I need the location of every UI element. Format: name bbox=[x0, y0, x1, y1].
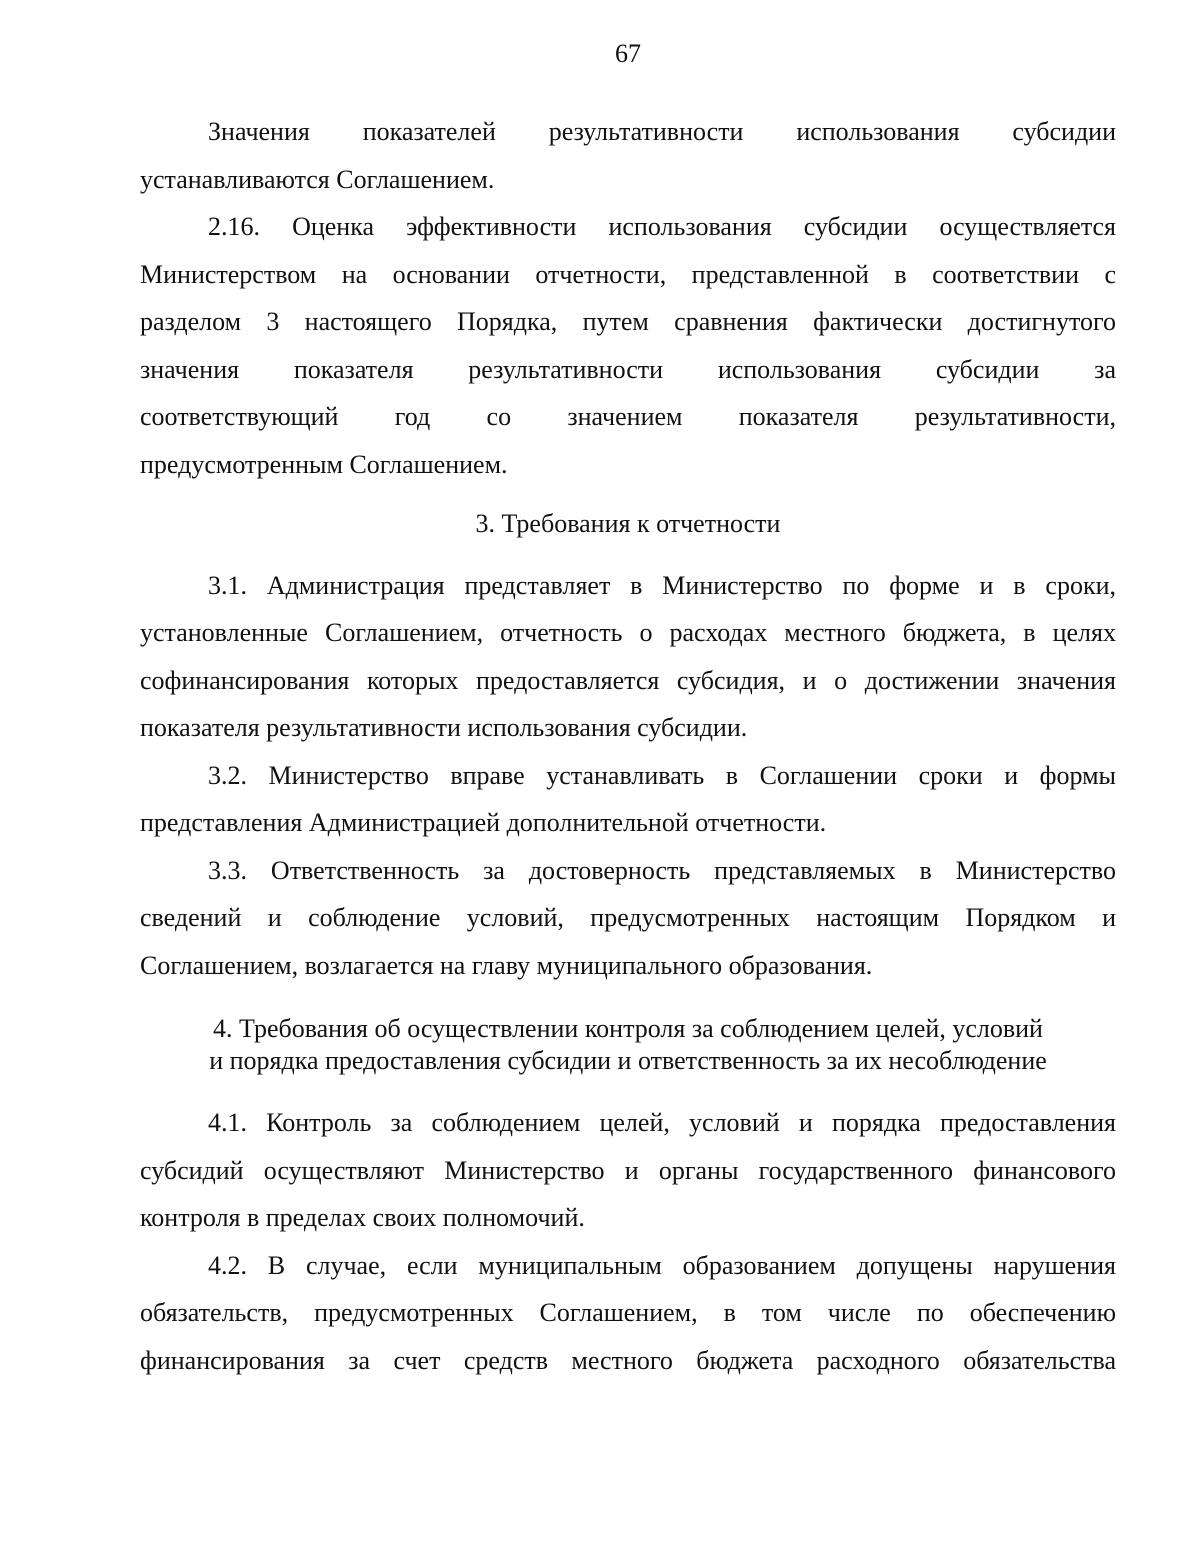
text-line: 2.16. Оценка эффективности использования субсидии осуществляется bbox=[208, 212, 1116, 241]
text-line: значения показателя результативности использования субсидии за bbox=[140, 354, 1116, 384]
text-line: показателя результативности использования субсидии. bbox=[140, 713, 748, 742]
text-line: сведений и соблюдение условий, предусмотренных настоящим Порядком и bbox=[140, 903, 1116, 932]
paragraph-4-2 bbox=[140, 1242, 1116, 1385]
text-line: финансирования за счет средств местного бюджета расходного обязательства bbox=[140, 1345, 1116, 1375]
section-3-heading: 3. Требования к отчетности bbox=[475, 509, 781, 538]
paragraph-3-3 bbox=[140, 847, 1116, 990]
paragraph-3-1 bbox=[140, 562, 1116, 752]
text-line: разделом 3 настоящего Порядка, путем сравнения фактически достигнутого bbox=[140, 307, 1116, 336]
text-line: представления Администрацией дополнительной отчетности. bbox=[140, 808, 827, 837]
document-body bbox=[140, 108, 1116, 1384]
section-4-heading-line: и порядка предоставления субсидии и ответственность за их несоблюдение bbox=[209, 1046, 1047, 1075]
paragraph-3-2 bbox=[140, 752, 1116, 847]
paragraph-2-16 bbox=[140, 203, 1116, 488]
text-line: 4.2. В случае, если муниципальным образованием допущены нарушения bbox=[208, 1250, 1116, 1280]
text-line: 3.2. Министерство вправе устанавливать в Соглашении сроки и формы bbox=[208, 760, 1116, 790]
text-line: предусмотренным Соглашением. bbox=[140, 449, 508, 479]
text-line: контроля в пределах своих полномочий. bbox=[140, 1203, 585, 1232]
text-line: устанавливаются Соглашением. bbox=[140, 164, 495, 194]
text-line: 3.3. Ответственность за достоверность представляемых в Министерство bbox=[208, 855, 1116, 885]
text-line: Значения показателей результативности использования субсидии bbox=[208, 117, 1116, 146]
text-line: установленные Соглашением, отчетность о расходах местного бюджета, в целях bbox=[140, 618, 1116, 647]
paragraph-4-1 bbox=[140, 1099, 1116, 1242]
paragraph-indicators-values bbox=[140, 108, 1116, 203]
text-line: Соглашением, возлагается на главу муниципального образования. bbox=[140, 950, 873, 980]
text-line: субсидий осуществляют Министерство и органы государственного финансового bbox=[140, 1155, 1116, 1185]
text-line: 3.1. Администрация представляет в Министерство по форме и в сроки, bbox=[208, 570, 1116, 600]
section-4-heading-line: 4. Требования об осуществлении контроля за соблюдением целей, условий bbox=[213, 1014, 1043, 1043]
text-line: софинансирования которых предоставляется субсидия, и о достижении значения bbox=[140, 665, 1116, 695]
text-line: Министерством на основании отчетности, представленной в соответствии с bbox=[140, 259, 1116, 289]
section-4-heading bbox=[140, 1013, 1116, 1077]
page-number: 67 bbox=[615, 39, 641, 68]
text-line: соответствующий год со значением показателя результативности, bbox=[140, 402, 1116, 431]
text-line: 4.1. Контроль за соблюдением целей, условий и порядка предоставления bbox=[208, 1108, 1116, 1137]
text-line: обязательств, предусмотренных Соглашением, в том числе по обеспечению bbox=[140, 1298, 1116, 1327]
